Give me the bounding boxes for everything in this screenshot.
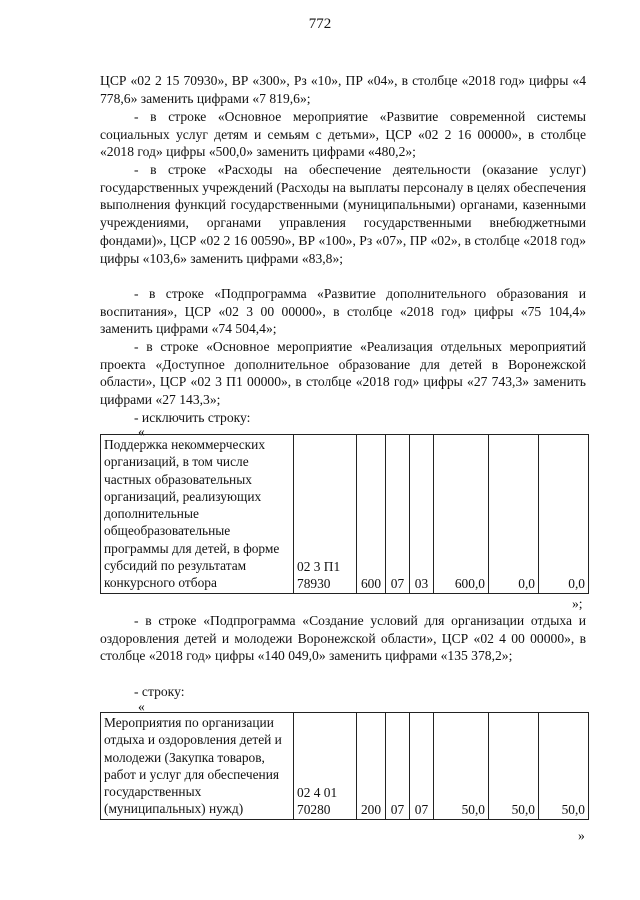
paragraph-change-4: - в строке «Основное мероприятие «Реализация отдельных мероприятий проекта «Доступное дополнительное образование для детей в Воронежской области», ЦСР «02 3 П1 00000», в столбце «2018 год» цифры «27 743,3» заменить цифрами «27 143,3»; [100,339,586,408]
value-cell-3: 50,0 [539,713,589,820]
value-cell-1: 600,0 [434,435,489,594]
value-cell-2: 0,0 [489,435,539,594]
paragraph-row: - строку: [134,684,185,699]
value-cell-1: 50,0 [434,713,489,820]
excluded-row-table [100,434,589,594]
paragraph-continuation: ЦСР «02 2 15 70930», ВР «300», Рз «10», ПР «04», в столбце «2018 год» цифры «4 778,6» заменить цифрами «7 819,6»; [100,73,586,106]
value-cell-3: 0,0 [539,435,589,594]
csr-cell: 02 3 П1 78930 [294,435,357,594]
rz-cell: 07 [386,713,410,820]
table-row [101,713,589,820]
page-number: 772 [308,16,332,32]
pr-cell: 03 [410,435,434,594]
paragraph-change-5: - в строке «Подпрограмма «Создание условий для организации отдыха и оздоровления детей и молодежи Воронежской области», ЦСР «02 4 00 00000», в столбце «2018 год» цифры «140 049,0» заменить цифрами «135 378,2»; [100,613,586,664]
rz-cell: 07 [386,435,410,594]
vr-cell: 600 [357,435,386,594]
quote-close-2: » [578,828,585,843]
paragraph-change-2: - в строке «Расходы на обеспечение деятельности (оказание услуг) государственных учреждений (Расходы на выплаты персоналу в целях обеспечения выполнения функций государственными (муниципальными) органами, казенными учреждениями, органами управления государственными внебюджетными фондами)», ЦСР «02 2 16 00590», ВР «100», Рз «07», ПР «02», в столбце «2018 год» цифры «103,6» заменить цифрами «83,8»; [100,162,586,266]
quote-open-2: « [138,699,145,714]
row-name-cell: Мероприятия по организации отдыха и оздоровления детей и молодежи (Закупка товаров, работ и услуг для обеспечения государственных (муниципальных) нужд) [101,713,294,820]
row-table [100,712,589,820]
row-name-cell: Поддержка некоммерческих организаций, в том числе частных образовательных организаций, реализующих дополнительные общеобразовательные программы для детей, в форме субсидий по результатам конкурсного отбора [101,435,294,594]
paragraph-exclude-row: - исключить строку: [134,410,251,425]
quote-close-1: »; [572,596,583,611]
csr-cell: 02 4 01 70280 [294,713,357,820]
vr-cell: 200 [357,713,386,820]
paragraph-change-1: - в строке «Основное мероприятие «Развитие современной системы социальных услуг детям и семьям с детьми», ЦСР «02 2 16 00000», в столбце «2018 год» цифры «500,0» заменить цифрами «480,2»; [100,109,586,160]
table-row [101,435,589,594]
pr-cell: 07 [410,713,434,820]
value-cell-2: 50,0 [489,713,539,820]
quote-open-1: « [138,424,145,439]
paragraph-change-3: - в строке «Подпрограмма «Развитие дополнительного образования и воспитания», ЦСР «02 3 00 00000», в столбце «2018 год» цифры «75 104,4» заменить цифрами «74 504,4»; [100,286,586,337]
